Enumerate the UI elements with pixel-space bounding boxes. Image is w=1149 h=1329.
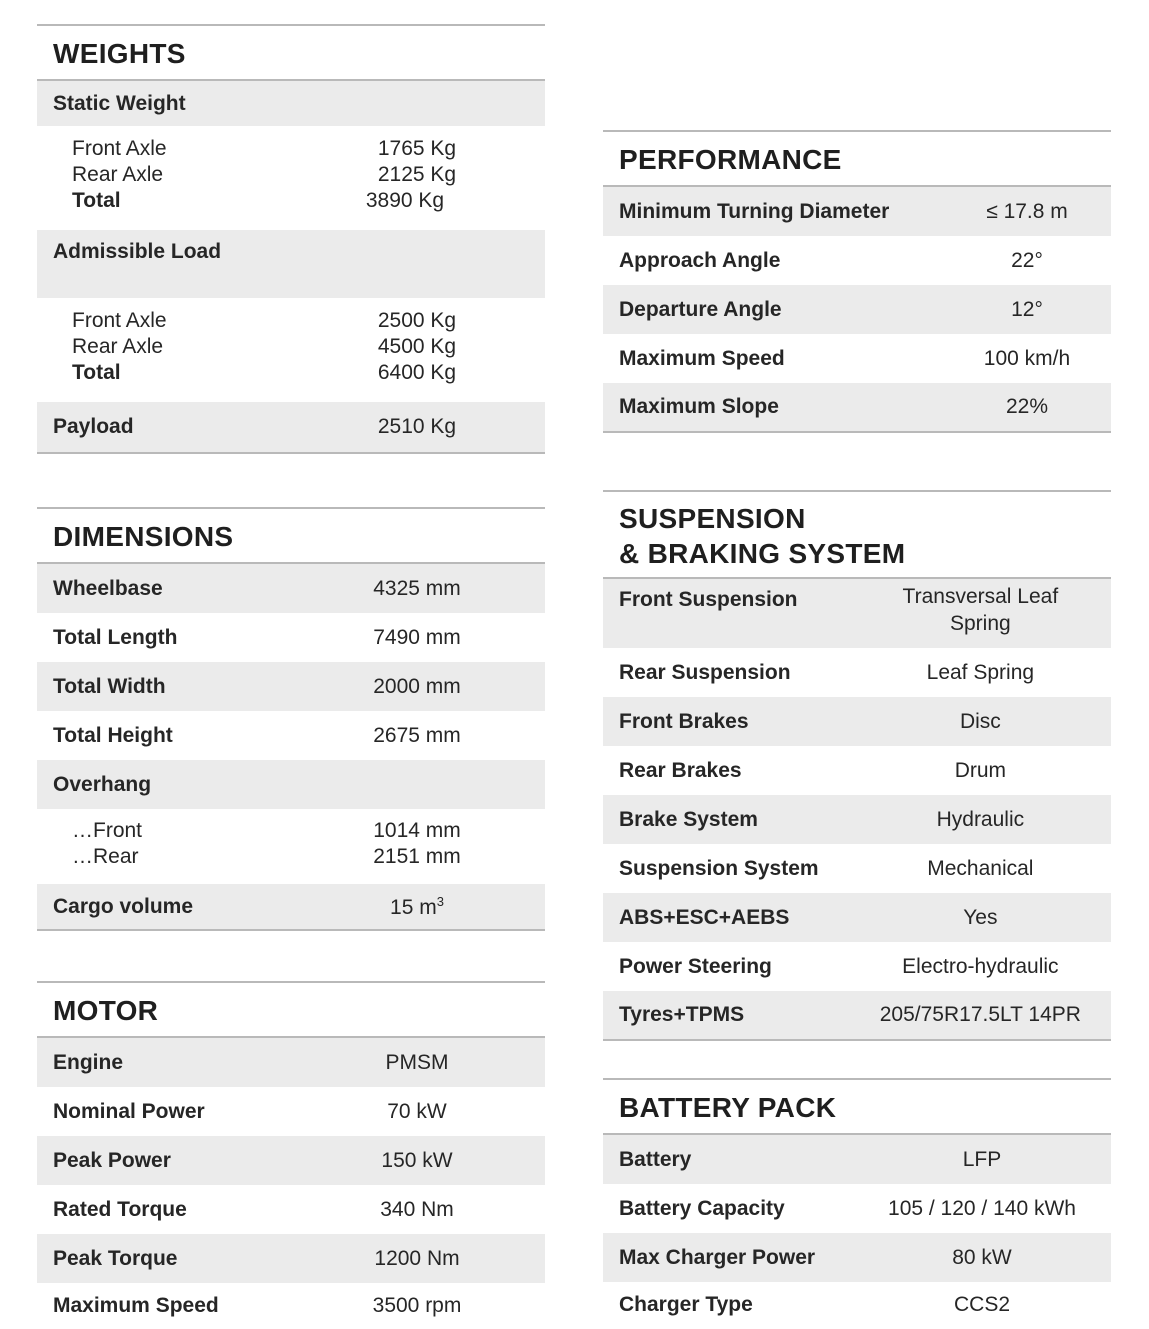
spec-value: 340 Nm — [380, 1197, 454, 1221]
front-axle-label: Front Axle — [72, 137, 167, 160]
detail-row — [37, 308, 545, 334]
dimensions-title: DIMENSIONS — [37, 507, 545, 564]
battery-panel — [603, 1078, 1111, 1328]
detail-row — [37, 162, 545, 188]
spec-label: Rear Brakes — [619, 758, 742, 782]
rear-axle-value: 4500 Kg — [377, 335, 457, 358]
spec-row — [603, 795, 1111, 844]
detail-row — [37, 188, 545, 214]
spec-label: Total Length — [53, 625, 178, 649]
spec-row — [603, 1184, 1111, 1233]
spec-value: 150 kW — [381, 1148, 453, 1172]
spec-value: 7490 mm — [373, 625, 461, 649]
spec-value: LFP — [962, 1147, 1002, 1171]
spec-value: Yes — [963, 905, 998, 929]
spec-row — [603, 1282, 1111, 1328]
spec-label: Front Suspension — [619, 588, 798, 611]
spec-value: 22% — [1005, 395, 1049, 418]
spec-label: Total Width — [53, 674, 166, 698]
total-label: Total — [72, 189, 121, 212]
spec-value: 70 kW — [387, 1099, 447, 1123]
spec-label: Power Steering — [619, 954, 772, 978]
spec-value: 22° — [1011, 248, 1043, 272]
spec-row — [603, 334, 1111, 383]
spec-value: 105 / 120 / 140 kWh — [888, 1196, 1076, 1220]
detail-row — [37, 818, 545, 844]
spec-value: PMSM — [385, 1050, 449, 1074]
spec-value: 1200 Nm — [374, 1246, 460, 1270]
total-label: Total — [72, 361, 121, 384]
spec-value: 12° — [1011, 297, 1043, 321]
cargo-unit-superscript: 3 — [436, 893, 444, 909]
spec-label: Departure Angle — [619, 297, 782, 321]
front-axle-label: Front Axle — [72, 309, 167, 332]
spec-row — [603, 697, 1111, 746]
admissible-load-header — [37, 230, 545, 298]
front-axle-value: 2500 Kg — [377, 309, 457, 332]
total-value: 6400 Kg — [377, 361, 457, 384]
detail-row — [37, 334, 545, 360]
spec-label: Battery — [619, 1147, 692, 1171]
cargo-value — [347, 894, 487, 920]
detail-row — [37, 136, 545, 162]
spec-label: Battery Capacity — [619, 1196, 785, 1220]
spec-row — [603, 942, 1111, 991]
spec-label: Tyres+TPMS — [619, 1003, 745, 1026]
spec-row — [37, 613, 545, 662]
suspension-title-line1: SUSPENSION — [619, 503, 806, 534]
overhang-header — [37, 760, 545, 809]
admissible-load-details — [37, 298, 545, 402]
spec-label: Nominal Power — [53, 1099, 205, 1123]
overhang-rear-value: 2151 mm — [373, 845, 461, 868]
spec-row — [37, 564, 545, 613]
spec-label: Maximum Slope — [619, 395, 779, 418]
spec-row — [37, 1283, 545, 1329]
spec-row — [603, 991, 1111, 1041]
spec-row — [603, 1233, 1111, 1282]
spec-value: Mechanical — [927, 856, 1034, 880]
performance-panel — [603, 130, 1111, 433]
performance-title: PERFORMANCE — [603, 130, 1111, 187]
cargo-value-number: 15 m — [390, 895, 437, 919]
spec-row — [603, 383, 1111, 433]
suspension-title-line2: & BRAKING SYSTEM — [619, 538, 906, 569]
weights-panel — [37, 24, 545, 454]
spec-value: Disc — [959, 709, 1001, 733]
overhang-label: Overhang — [53, 772, 152, 796]
spec-label: Peak Power — [53, 1148, 171, 1172]
dimensions-panel — [37, 507, 545, 931]
rear-axle-label: Rear Axle — [72, 163, 164, 186]
spec-row — [603, 746, 1111, 795]
spec-value: 2000 mm — [373, 674, 461, 698]
spec-value: Electro-hydraulic — [902, 954, 1059, 978]
spec-label: Engine — [53, 1050, 124, 1074]
spec-label: Rear Suspension — [619, 660, 791, 684]
spec-value: 2675 mm — [373, 723, 461, 747]
payload-label: Payload — [53, 415, 134, 438]
cargo-row — [37, 884, 545, 931]
spec-row — [37, 662, 545, 711]
overhang-details — [37, 809, 545, 884]
overhang-front-label: …Front — [72, 819, 143, 842]
static-weight-header — [37, 81, 545, 126]
detail-row — [37, 844, 545, 870]
spec-value: ≤ 17.8 m — [986, 199, 1068, 223]
spec-value: Hydraulic — [936, 807, 1025, 831]
suspension-title — [603, 490, 1111, 579]
spec-value: Drum — [954, 758, 1007, 782]
static-weight-details — [37, 126, 545, 230]
spec-row — [37, 711, 545, 760]
spec-row — [603, 1135, 1111, 1184]
admissible-load-label: Admissible Load — [53, 240, 222, 263]
rear-axle-value: 2125 Kg — [377, 163, 457, 186]
front-axle-value: 1765 Kg — [377, 137, 457, 160]
spec-label: Wheelbase — [53, 576, 163, 600]
spec-label: Front Brakes — [619, 709, 749, 733]
spec-label: Suspension System — [619, 856, 819, 880]
cargo-label: Cargo volume — [53, 894, 194, 918]
spec-row — [37, 1234, 545, 1283]
overhang-rear-label: …Rear — [72, 845, 139, 868]
spec-row — [37, 1038, 545, 1087]
spec-value: 4325 mm — [373, 576, 461, 600]
spec-label: ABS+ESC+AEBS — [619, 905, 790, 929]
spec-label: Approach Angle — [619, 248, 781, 272]
spec-row — [603, 285, 1111, 334]
spec-value: 100 km/h — [983, 346, 1071, 370]
spec-value — [850, 583, 1111, 637]
static-weight-label: Static Weight — [53, 91, 186, 115]
spec-value-line1: Transversal Leaf — [902, 585, 1059, 608]
motor-title: MOTOR — [37, 981, 545, 1038]
suspension-panel — [603, 490, 1111, 1041]
spec-row — [37, 1136, 545, 1185]
spec-label: Total Height — [53, 723, 173, 747]
spec-label: Maximum Speed — [53, 1294, 219, 1317]
spec-row — [603, 648, 1111, 697]
spec-value-line2: Spring — [950, 612, 1011, 635]
spec-value: 80 kW — [952, 1245, 1012, 1269]
spec-row — [603, 187, 1111, 236]
spec-label: Maximum Speed — [619, 346, 785, 370]
spec-row — [603, 579, 1111, 648]
spec-row — [37, 1087, 545, 1136]
motor-panel — [37, 981, 545, 1329]
spec-value: 3500 rpm — [372, 1294, 462, 1317]
overhang-front-value: 1014 mm — [373, 819, 461, 842]
detail-row — [37, 360, 545, 386]
payload-value: 2510 Kg — [377, 415, 457, 438]
spec-row — [603, 236, 1111, 285]
spec-label: Max Charger Power — [619, 1245, 816, 1269]
battery-title: BATTERY PACK — [603, 1078, 1111, 1135]
weights-title: WEIGHTS — [37, 24, 545, 81]
spec-value: 205/75R17.5LT 14PR — [879, 1003, 1081, 1026]
spec-row — [603, 844, 1111, 893]
spec-label: Minimum Turning Diameter — [619, 199, 890, 223]
spec-label: Charger Type — [619, 1293, 753, 1316]
spec-row — [37, 1185, 545, 1234]
payload-row — [37, 402, 545, 454]
spec-row — [603, 893, 1111, 942]
spec-label: Brake System — [619, 807, 758, 831]
spec-label: Rated Torque — [53, 1197, 187, 1221]
total-value: 3890 Kg — [365, 189, 445, 212]
rear-axle-label: Rear Axle — [72, 335, 164, 358]
spec-value: Leaf Spring — [926, 660, 1035, 684]
spec-value: CCS2 — [953, 1293, 1011, 1316]
spec-label: Peak Torque — [53, 1246, 178, 1270]
